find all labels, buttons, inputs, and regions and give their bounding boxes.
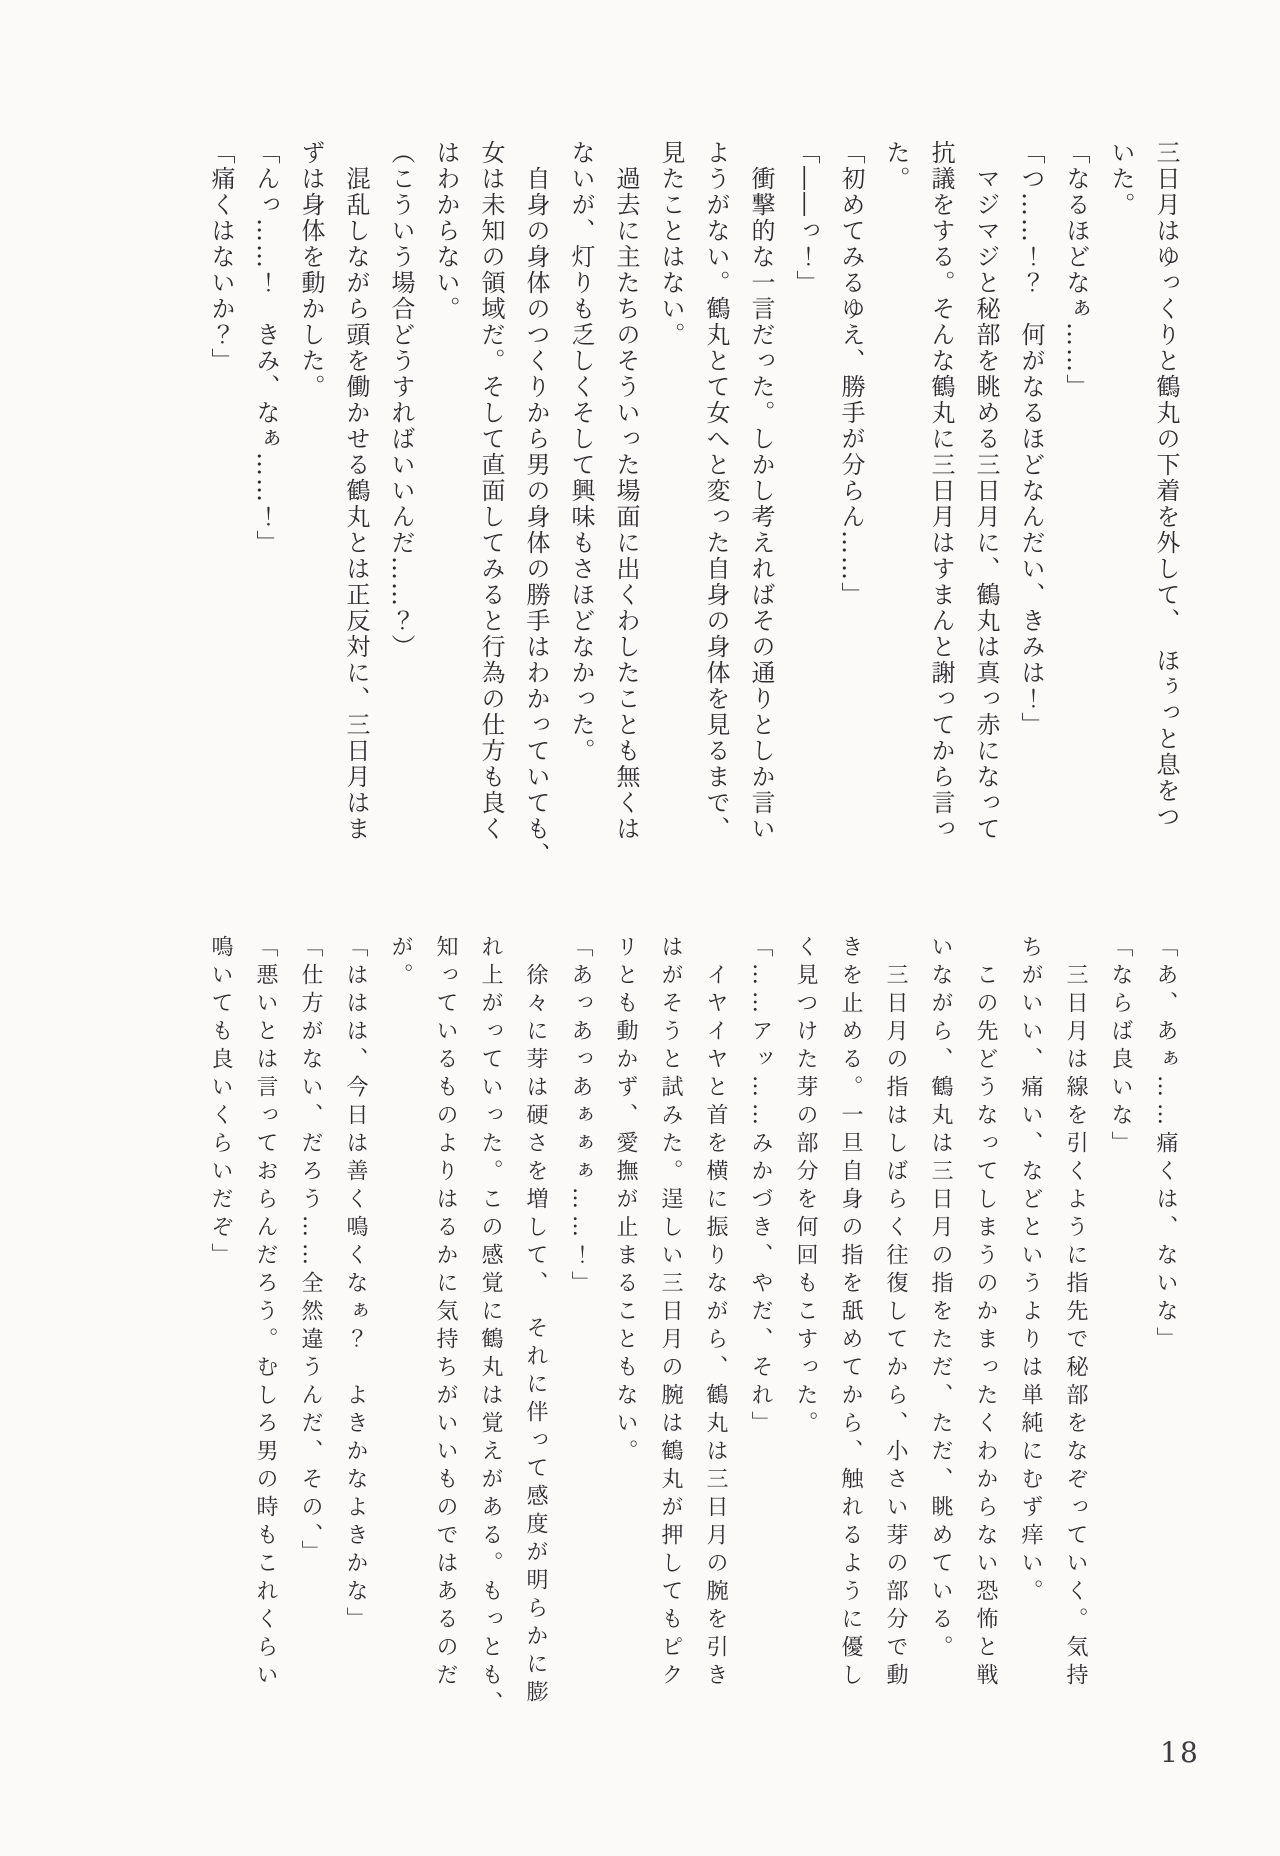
text-line: 「……アッ……みかづき、やだ、それ」 [748, 935, 773, 1439]
text-line: はがそうと試みた。逞しい三日月の腕は鶴丸が押してもピク [658, 935, 683, 1691]
text-line: た。 [882, 140, 910, 192]
text-line: 「悪いとは言っておらんだろう。むしろ男の時もこれくらい [253, 935, 278, 1691]
text-line: 「ならば良いな」 [1108, 935, 1133, 1159]
text-line: れ上がっていった。この感覚に鶴丸は覚えがある。もっとも、 [478, 935, 503, 1719]
text-line: 徐々に芽は硬さを増して、 それに伴って感度が明らかに膨 [523, 935, 548, 1708]
text-line: 衝撃的な一言だった。しかし考えればその通りとしか言い [747, 140, 775, 842]
text-line: イヤイヤと首を横に振りながら、鶴丸は三日月の腕を引き [703, 935, 728, 1691]
text-line: 「――っ！」 [792, 140, 820, 296]
text-line: 「仕方がない、だろう……全然違うんだ、その、」 [298, 935, 323, 1568]
text-line: 「初めてみるゆえ、勝手が分らん……」 [837, 140, 865, 608]
text-line: いながら、鶴丸は三日月の指をただ、ただ、眺めている。 [928, 935, 953, 1663]
text-line: 知っているものよりはるかに気持ちがいいものではあるのだ [433, 935, 458, 1691]
text-line: 「ははは、今日は善く鳴くなぁ？ よきかなよきかな」 [343, 935, 368, 1635]
text-line: リとも動かず、愛撫が止まることもない。 [613, 935, 638, 1467]
text-line: が。 [388, 935, 413, 991]
text-line: 「なるほどなぁ……」 [1062, 140, 1090, 400]
text-line: 「つ……！？ 何がなるほどなんだい、きみは！」 [1017, 140, 1045, 738]
text-block-bottom [196, 935, 1188, 1719]
text-line: 混乱しながら頭を働かせる鶴丸とは正反対に、三日月はま [342, 140, 370, 842]
text-line: ちがいい、痛い、などというよりは単純にむず痒い。 [1018, 935, 1043, 1607]
text-line: 鳴いても良いくらいだぞ」 [208, 935, 233, 1271]
text-line: 三日月の指はしばらく往復してから、小さい芽の部分で動 [883, 935, 908, 1691]
text-line: ないが、灯りも乏しくそして興味もさほどなかった。 [567, 140, 595, 764]
text-line: マジマジと秘部を眺める三日月に、鶴丸は真っ赤になって [972, 140, 1000, 842]
text-block-top [196, 140, 1188, 880]
text-line: く見つけた芽の部分を何回もこすった。 [793, 935, 818, 1439]
text-line: はわからない。 [432, 140, 460, 322]
text-line: （こういう場合どうすればいいんだ……？） [387, 140, 415, 660]
text-line: この先どうなってしまうのかまったくわからない恐怖と戦 [973, 935, 998, 1691]
text-line: 過去に主たちのそういった場面に出くわしたことも無くは [612, 140, 640, 842]
text-line: 抗議をする。そんな鶴丸に三日月はすまんと謝ってから言っ [927, 140, 955, 842]
text-line: 自身の身体のつくりから男の身体の勝手はわかっていても、 [522, 140, 550, 868]
text-line: ずは身体を動かした。 [297, 140, 325, 400]
text-line: いた。 [1107, 140, 1135, 218]
page-number: 18 [1160, 1736, 1200, 1769]
text-line: 女は未知の領域だ。そして直面してみると行為の仕方も良く [477, 140, 505, 842]
text-line: 三日月はゆっくりと鶴丸の下着を外して、 ほぅっと息をつ [1152, 140, 1180, 830]
text-line: 「あっあっあぁぁぁ……！」 [568, 935, 593, 1299]
text-line: 「あ、あぁ……痛くは、ないな」 [1153, 935, 1178, 1355]
text-line: 「痛くはないか？」 [207, 140, 235, 374]
text-line: 「んっ……！ きみ、なぁ……！」 [252, 140, 280, 556]
text-line: 見たことはない。 [657, 140, 685, 348]
text-line: きを止める。一旦自身の指を舐めてから、触れるように優し [838, 935, 863, 1691]
text-line: 三日月は線を引くように指先で秘部をなぞっていく。気持 [1063, 935, 1088, 1691]
text-line: ようがない。鶴丸とて女へと変った自身の身体を見るまで、 [702, 140, 730, 842]
